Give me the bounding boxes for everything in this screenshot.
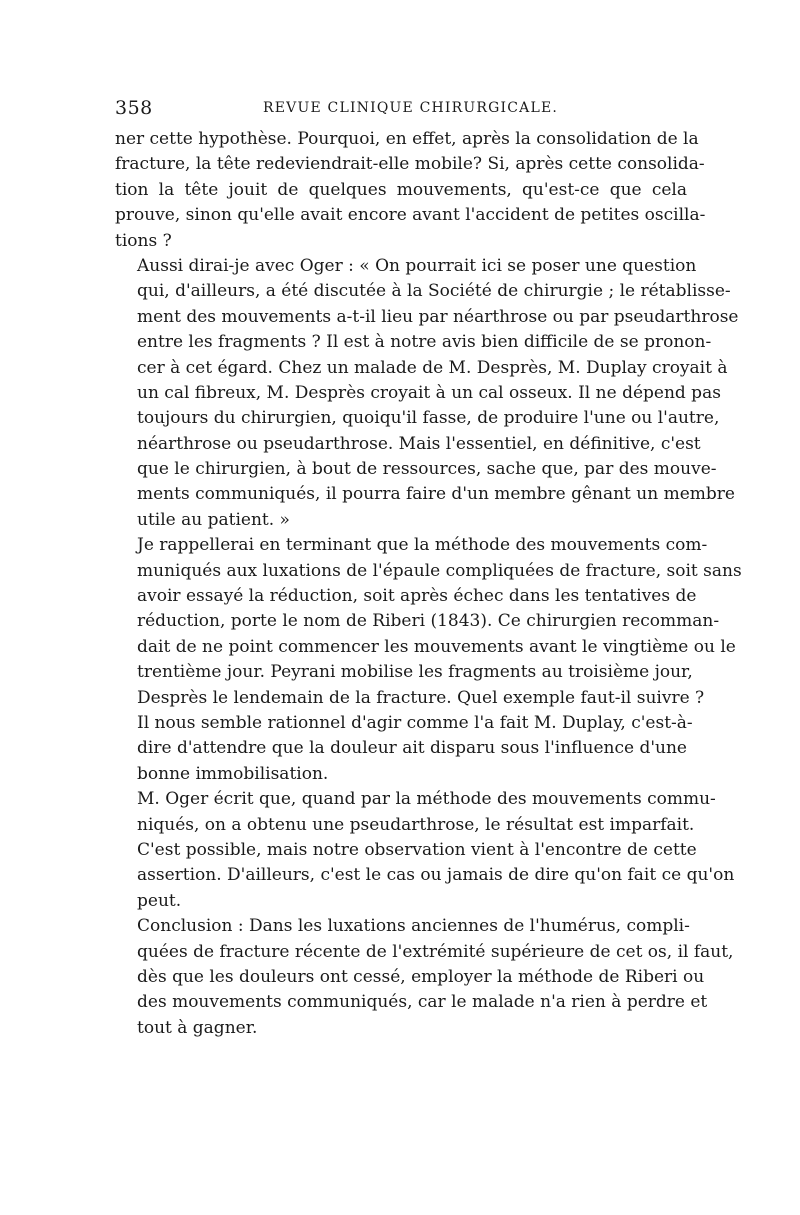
text-line: C'est possible, mais notre observation vient à l'encontre de cette — [137, 839, 697, 860]
text-line: trentième jour. Peyrani mobilise les fragments au troisième jour, — [137, 662, 693, 683]
text-line: Aussi dirai-je avec Oger : « On pourrait ici se poser une question — [137, 255, 697, 276]
text-line: fracture, la tête redeviendrait-elle mobile? Si, après cette consolida- — [115, 154, 705, 175]
text-line: un cal fibreux, M. Desprès croyait à un cal osseux. Il ne dépend pas — [137, 382, 721, 403]
text-line: cer à cet égard. Chez un malade de M. Desprès, M. Duplay croyait à — [137, 357, 728, 378]
text-line: tions ? — [115, 230, 172, 251]
text-line: tout à gagner. — [137, 1017, 258, 1038]
text-line: Conclusion : Dans les luxations anciennes de l'humérus, compli- — [137, 916, 690, 937]
paragraph — [115, 711, 693, 787]
text-line: néarthrose ou pseudarthrose. Mais l'essentiel, en définitive, c'est — [137, 433, 701, 454]
page-header — [115, 97, 687, 125]
text-line: Il nous semble rationnel d'agir comme l'a fait M. Duplay, c'est-à- — [137, 712, 693, 733]
text-line: utile au patient. » — [137, 509, 290, 530]
text-line: Desprès le lendemain de la fracture. Quel exemple faut-il suivre ? — [137, 687, 705, 708]
text-line: dès que les douleurs ont cessé, employer la méthode de Riberi ou — [137, 966, 705, 987]
text-line: tion la tête jouit de quelques mouvements, qu'est-ce que cela — [115, 179, 687, 200]
paragraph — [115, 254, 739, 533]
text-line: M. Oger écrit que, quand par la méthode des mouvements commu- — [137, 789, 716, 810]
running-title: REVUE CLINIQUE CHIRURGICALE. — [263, 100, 559, 116]
text-line: ner cette hypothèse. Pourquoi, en effet, après la consolidation de la — [115, 129, 699, 149]
text-line: entre les fragments ? Il est à notre avis bien difficile de se pronon- — [137, 332, 712, 353]
paragraph — [115, 787, 735, 914]
text-line: qui, d'ailleurs, a été discutée à la Société de chirurgie ; le rétablisse- — [137, 281, 731, 302]
text-line: dait de ne point commencer les mouvements avant le vingtième ou le — [137, 636, 736, 657]
paragraph — [115, 533, 742, 711]
text-line: toujours du chirurgien, quoiqu'il fasse, de produire l'une ou l'autre, — [137, 408, 720, 429]
text-line: niqués, on a obtenu une pseudarthrose, le résultat est imparfait. — [137, 814, 695, 835]
paragraph — [115, 127, 706, 254]
text-line: assertion. D'ailleurs, c'est le cas ou jamais de dire qu'on fait ce qu'on — [137, 865, 735, 886]
text-line: réduction, porte le nom de Riberi (1843). Ce chirurgien recomman- — [137, 611, 720, 632]
text-line: avoir essayé la réduction, soit après échec dans les tentatives de — [137, 586, 697, 607]
text-line: ments communiqués, il pourra faire d'un membre gênant un membre — [137, 484, 735, 505]
text-line: muniqués aux luxations de l'épaule compliquées de fracture, soit sans — [137, 560, 742, 581]
body-text — [115, 127, 742, 1041]
text-line: prouve, sinon qu'elle avait encore avant l'accident de petites oscilla- — [115, 205, 706, 226]
text-line: dire d'attendre que la douleur ait disparu sous l'influence d'une — [137, 738, 687, 759]
text-line: bonne immobilisation. — [137, 763, 329, 784]
text-line: que le chirurgien, à bout de ressources, sache que, par des mouve- — [137, 459, 717, 480]
paragraph — [115, 914, 734, 1041]
text-line: Je rappellerai en terminant que la méthode des mouvements com- — [137, 535, 708, 556]
text-line: ment des mouvements a-t-il lieu par néarthrose ou par pseudarthrose — [137, 306, 739, 327]
page-number: 358 — [115, 97, 153, 119]
text-line: quées de fracture récente de l'extrémité supérieure de cet os, il faut, — [137, 941, 734, 962]
text-line: peut. — [137, 890, 182, 911]
document-page — [115, 97, 742, 1041]
text-line: des mouvements communiqués, car le malade n'a rien à perdre et — [137, 992, 708, 1013]
